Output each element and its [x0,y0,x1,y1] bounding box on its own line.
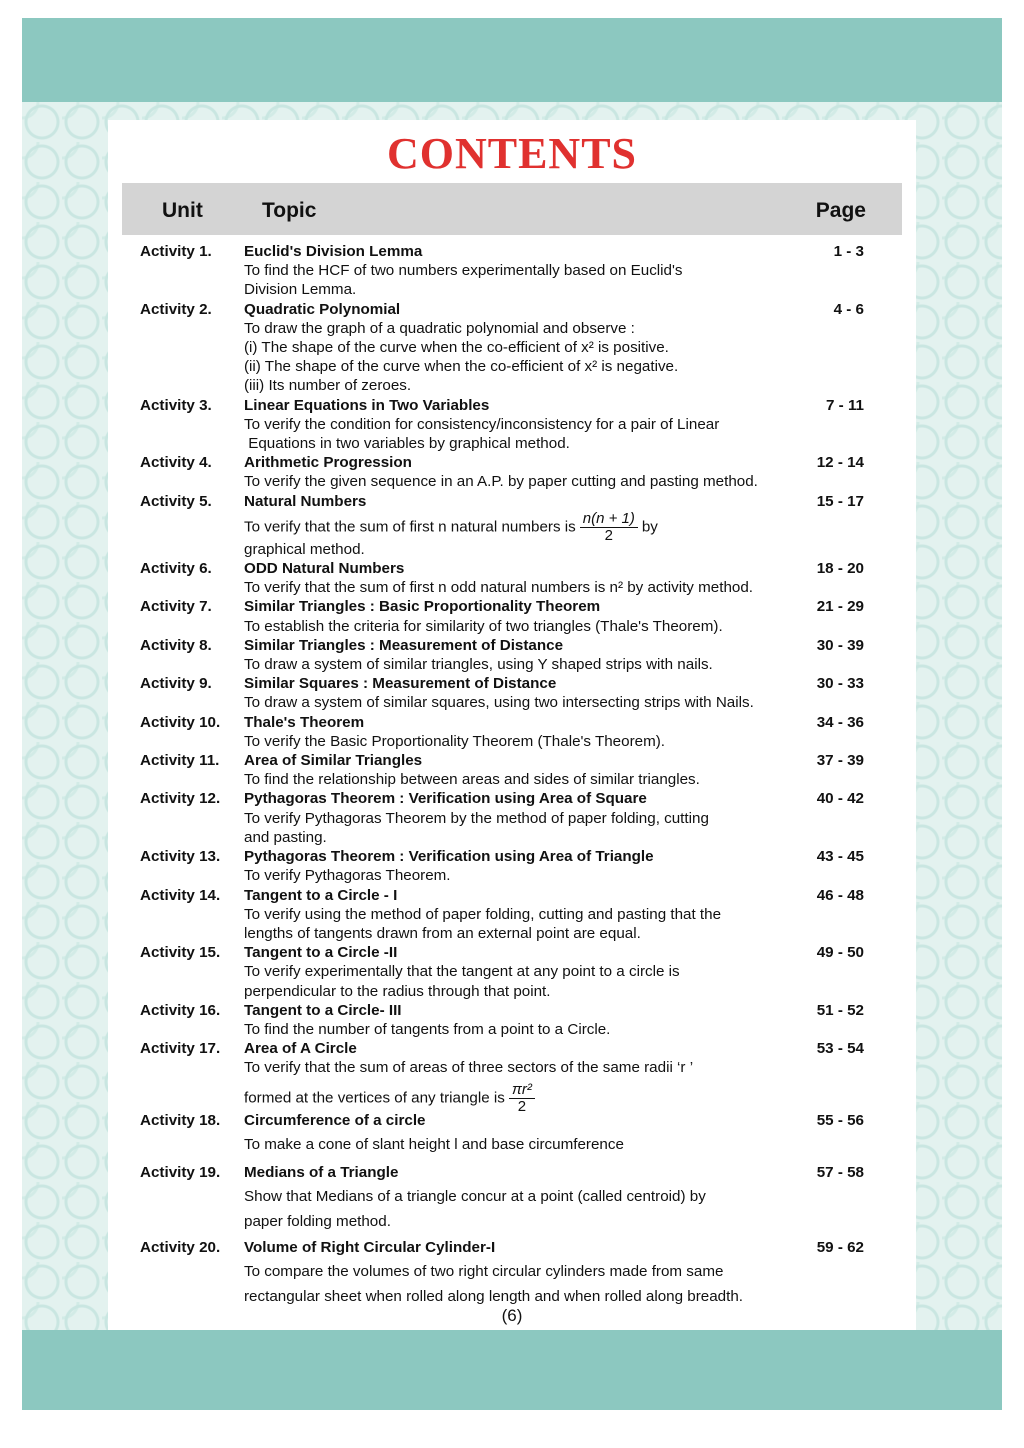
activity-unit: Activity 14. [140,886,221,904]
table-row [140,492,870,559]
activity-unit: Activity 10. [140,713,221,731]
table-row [140,300,870,396]
activity-unit: Activity 15. [140,944,221,962]
activity-topic: Volume of Right Circular Cylinder-I [244,1238,496,1256]
activity-topic: ODD Natural Numbers [244,560,405,578]
activity-topic: Circumference of a circle [244,1111,426,1129]
activity-desc: paper folding method. [244,1212,391,1230]
activity-page: 57 - 58 [816,1163,864,1181]
table-row [140,1001,870,1039]
table-row [140,597,870,635]
activity-unit: Activity 7. [140,598,212,616]
activity-desc: To verify the Basic Proportionality Theorem (Thale's Theorem). [244,732,666,750]
table-row [140,943,870,1001]
fraction-denominator: 2 [604,526,613,544]
activity-unit: Activity 12. [140,790,221,808]
table-row [140,453,870,491]
activity-unit: Activity 5. [140,492,212,510]
activity-desc: To draw a system of similar squares, using two intersecting strips with Nails. [244,694,754,712]
activity-desc: To make a cone of slant height l and base circumference [244,1135,624,1153]
activity-page: 30 - 39 [816,636,864,654]
activity-topic: Pythagoras Theorem : Verification using Area of Triangle [244,848,654,866]
table-header [122,183,902,235]
activity-topic: Medians of a Triangle [244,1163,399,1181]
activity-topic: Euclid's Division Lemma [244,243,423,260]
table-row [140,713,870,751]
activity-page: 30 - 33 [816,675,864,693]
activity-desc: To verify Pythagoras Theorem. [244,867,451,885]
activity-desc: To find the number of tangents from a point to a Circle. [244,1020,611,1038]
activity-desc: (iii) Its number of zeroes. [244,377,412,395]
activity-page: 40 - 42 [816,790,864,808]
activity-page: 55 - 56 [816,1111,864,1129]
activity-desc: (i) The shape of the curve when the co-efficient of x² is positive. [244,339,669,357]
activity-page: 53 - 54 [816,1040,864,1058]
activity-page: 7 - 11 [826,396,864,414]
activity-topic: Quadratic Polynomial [244,300,401,318]
activity-page: 37 - 39 [816,752,864,770]
activity-unit: Activity 8. [140,636,212,654]
activity-page: 46 - 48 [816,886,864,904]
activity-desc-text: formed at the vertices of any triangle is [244,1089,505,1107]
activity-desc: To verify that the sum of areas of three sectors of the same radii ‘r ’ [244,1059,694,1077]
activity-topic: Area of Similar Triangles [244,752,423,770]
activity-unit: Activity 17. [140,1040,221,1058]
table-row [140,886,870,944]
table-row [140,674,870,712]
activity-desc: Division Lemma. [244,281,357,299]
table-row [140,751,870,789]
header-topic: Topic [262,199,317,222]
table-row [140,1163,870,1234]
fraction-numerator: πr² [509,1082,535,1099]
activity-unit: Activity 20. [140,1238,221,1256]
activity-topic: Linear Equations in Two Variables [244,396,490,414]
activity-unit: Activity 1. [140,243,212,260]
activity-unit: Activity 18. [140,1111,221,1129]
activity-desc: and pasting. [244,828,327,846]
activity-desc: Equations in two variables by graphical method. [244,435,570,453]
page-number: (6) [501,1306,523,1325]
activity-desc: To verify the given sequence in an A.P. by paper cutting and pasting method. [244,473,758,491]
activity-topic: Thale's Theorem [244,713,365,731]
activity-unit: Activity 9. [140,675,212,693]
activity-page: 59 - 62 [816,1238,864,1256]
table-row [140,1039,870,1114]
activity-desc: To verify Pythagoras Theorem by the method of paper folding, cutting [244,809,709,827]
activity-desc: graphical method. [244,540,365,558]
activity-desc: lengths of tangents drawn from an external point are equal. [244,924,641,942]
activity-desc: To verify experimentally that the tangent at any point to a circle is [244,963,680,981]
table-row [140,1238,870,1309]
activity-unit: Activity 11. [140,752,220,770]
activity-unit: Activity 6. [140,560,212,578]
activity-unit: Activity 13. [140,848,221,866]
activity-topic: Similar Triangles : Measurement of Distance [244,636,564,654]
table-row [140,847,870,885]
activity-desc: To verify using the method of paper folding, cutting and pasting that the [244,905,722,923]
table-row [140,789,870,847]
bottom-band [22,1330,1002,1410]
activity-desc-text: by [641,518,658,536]
activity-topic: Similar Squares : Measurement of Distance [244,675,557,693]
activity-topic: Natural Numbers [244,492,367,510]
fraction-numerator: n(n + 1) [580,511,638,528]
activity-desc-text: To verify that the sum of first n natural numbers is [244,518,576,536]
table-row [140,559,870,597]
activity-desc: To compare the volumes of two right circular cylinders made from same [244,1263,724,1281]
contents-list [140,242,870,1309]
activity-page: 4 - 6 [833,300,864,318]
activity-unit: Activity 4. [140,454,212,472]
activity-page: 15 - 17 [816,492,864,510]
header-page: Page [815,199,866,222]
activity-topic: Area of A Circle [244,1040,357,1058]
activity-desc: perpendicular to the radius through that point. [244,982,551,1000]
activity-page: 43 - 45 [816,848,864,866]
activity-desc: To verify the condition for consistency/inconsistency for a pair of Linear [244,415,720,433]
activity-desc: Show that Medians of a triangle concur at a point (called centroid) by [244,1187,706,1205]
top-band [22,18,1002,102]
activity-desc: To establish the criteria for similarity of two triangles (Thale's Theorem). [244,617,723,635]
activity-unit: Activity 2. [140,300,212,318]
header-unit: Unit [162,199,203,222]
activity-page: 49 - 50 [816,944,864,962]
table-row [140,1111,870,1157]
fraction-denominator: 2 [517,1097,527,1115]
fraction [580,511,638,544]
activity-page: 18 - 20 [816,560,864,578]
activity-topic: Tangent to a Circle - I [244,886,398,904]
activity-page: 1 - 3 [833,243,864,260]
activity-page: 12 - 14 [816,454,864,472]
activity-page: 21 - 29 [816,598,864,616]
activity-topic: Tangent to a Circle- III [244,1001,402,1019]
table-row [140,636,870,674]
activity-unit: Activity 16. [140,1001,221,1019]
activity-topic: Tangent to a Circle -II [244,944,398,962]
activity-desc: rectangular sheet when rolled along length and when rolled along breadth. [244,1288,744,1306]
activity-page: 34 - 36 [816,713,864,731]
activity-desc: To find the HCF of two numbers experimentally based on Euclid's [244,262,683,280]
activity-desc: To verify that the sum of first n odd natural numbers is n² by activity method. [244,579,754,597]
activity-unit: Activity 3. [140,396,212,414]
table-row [140,242,870,300]
activity-unit: Activity 19. [140,1163,221,1181]
activity-desc: To draw a system of similar triangles, using Y shaped strips with nails. [244,656,713,674]
activity-page: 51 - 52 [816,1001,864,1019]
page-title: CONTENTS [386,129,638,178]
activity-desc: To draw the graph of a quadratic polynomial and observe : [244,319,635,337]
activity-topic: Arithmetic Progression [244,454,412,472]
activity-topic: Similar Triangles : Basic Proportionality Theorem [244,598,601,616]
activity-desc: (ii) The shape of the curve when the co-efficient of x² is negative. [244,358,679,376]
table-row [140,396,870,454]
activity-topic: Pythagoras Theorem : Verification using Area of Square [244,790,647,808]
activity-desc: To find the relationship between areas and sides of similar triangles. [244,771,700,789]
